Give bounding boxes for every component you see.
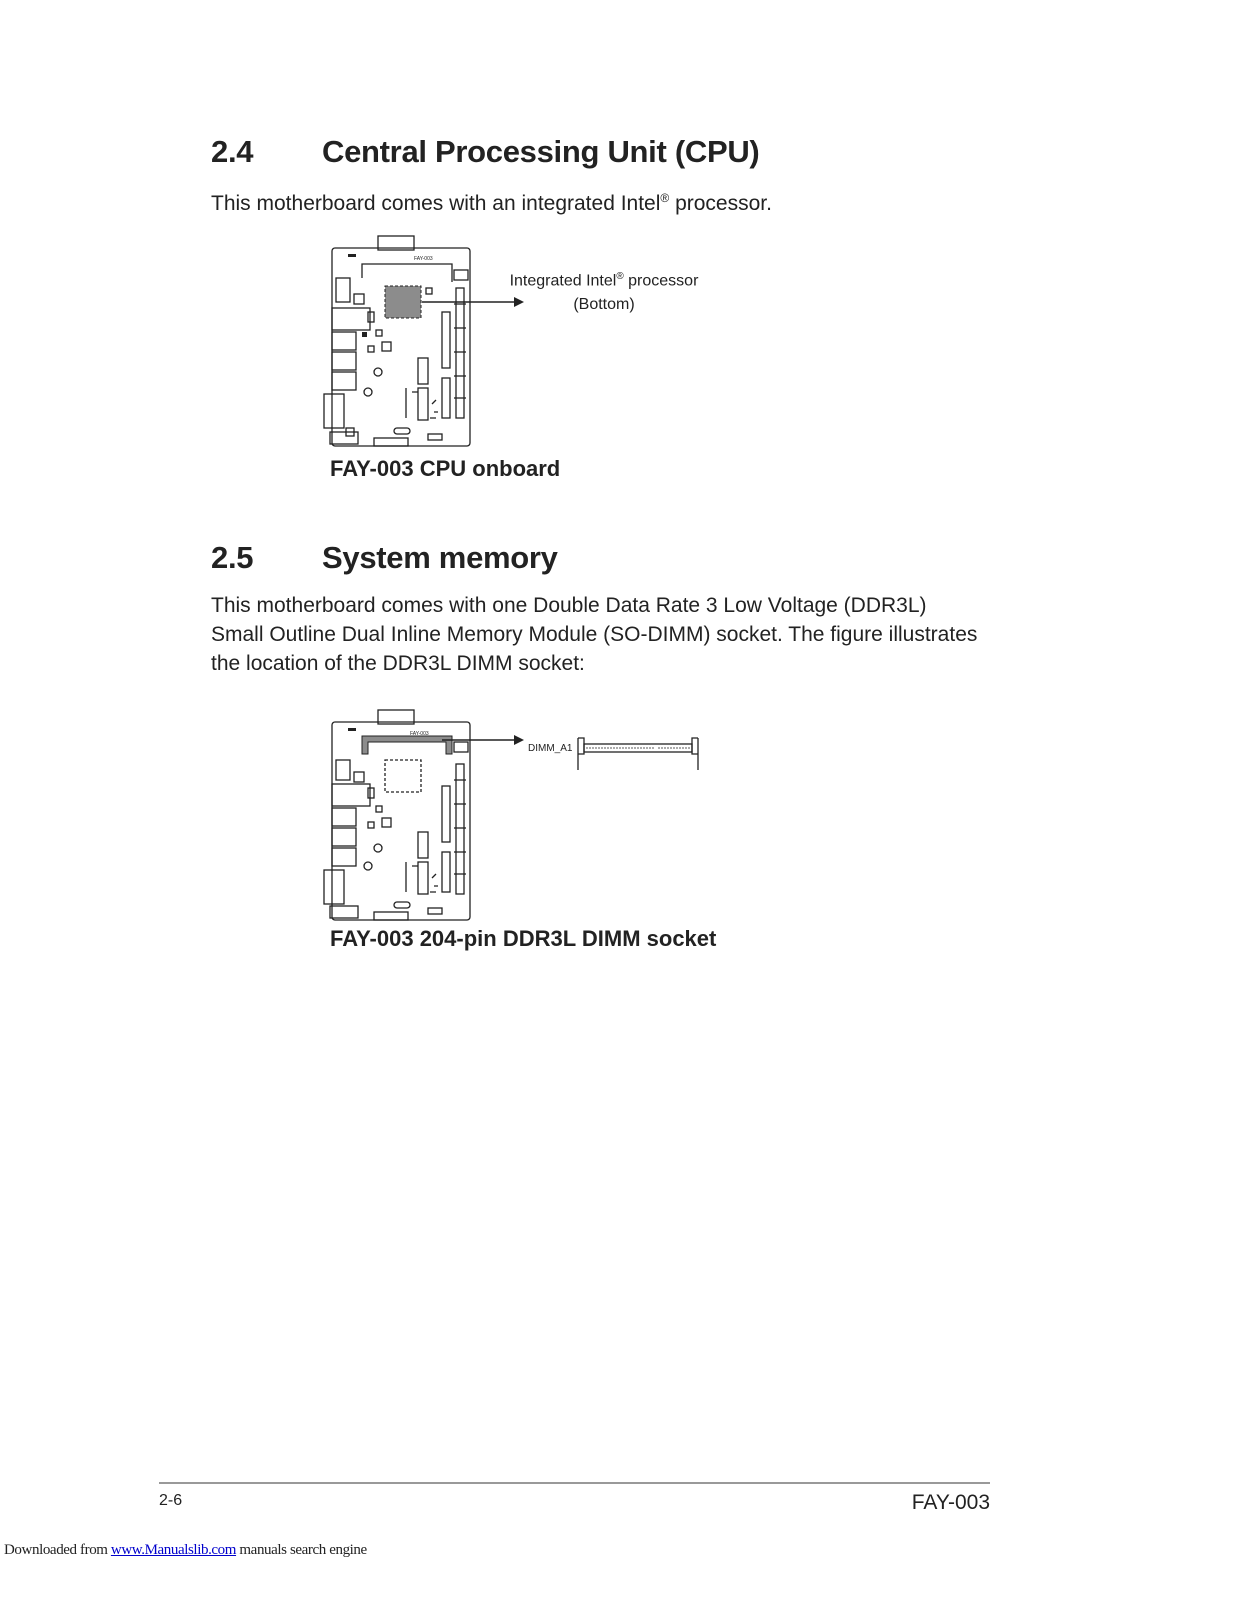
dimm-slot-highlight <box>362 736 452 754</box>
footer-model-name: FAY-003 <box>911 1491 990 1514</box>
cpu-intro-paragraph <box>211 184 772 218</box>
dimm-bracket <box>362 264 452 282</box>
cpu-intro-before: This motherboard comes with an integrated Intel <box>211 192 661 215</box>
cpu-intro-after: processor. <box>669 192 772 215</box>
download-note-suffix: manuals search engine <box>236 1542 367 1558</box>
cpu-callout-label <box>496 271 712 314</box>
footer-divider <box>159 1482 990 1484</box>
cpu-figure-caption: FAY-003 CPU onboard <box>330 456 561 481</box>
memory-board-silkscreen-label: FAY-003 <box>410 731 429 737</box>
footer-page-number: 2-6 <box>159 1492 183 1509</box>
cpu-board-diagram <box>320 232 480 452</box>
memory-intro-paragraph <box>211 591 1031 678</box>
board-silkscreen-label: FAY-003 <box>414 256 433 262</box>
registered-mark: ® <box>660 191 670 205</box>
download-note <box>4 1542 367 1559</box>
section-number-cpu: 2.4 <box>211 134 254 169</box>
manualslib-link[interactable]: www.Manualslib.com <box>110 1542 237 1558</box>
dimm-slot-label: DIMM_A1 <box>528 743 573 754</box>
cpu-callout-line1: Integrated Intel® processor <box>509 271 699 290</box>
dimm-callout-arrow <box>440 732 530 748</box>
board-outline <box>332 248 470 446</box>
memory-intro-line2: Small Outline Dual Inline Memory Module (SO-DIMM) socket. The figure illustrates <box>211 623 978 646</box>
section-title-cpu: Central Processing Unit (CPU) <box>322 134 760 169</box>
section-number-memory: 2.5 <box>211 540 254 575</box>
cpu-chip-highlight <box>385 286 421 318</box>
section-title-memory: System memory <box>322 540 558 575</box>
download-note-prefix: Downloaded from <box>4 1542 111 1558</box>
memory-figure-caption: FAY-003 204-pin DDR3L DIMM socket <box>330 926 717 951</box>
memory-intro-line3: the location of the DDR3L DIMM socket: <box>211 652 585 675</box>
memory-intro-line1: This motherboard comes with one Double Data Rate 3 Low Voltage (DDR3L) <box>211 594 927 617</box>
cpu-callout-line2: (Bottom) <box>573 296 635 314</box>
dimm-socket-illustration <box>574 734 704 774</box>
